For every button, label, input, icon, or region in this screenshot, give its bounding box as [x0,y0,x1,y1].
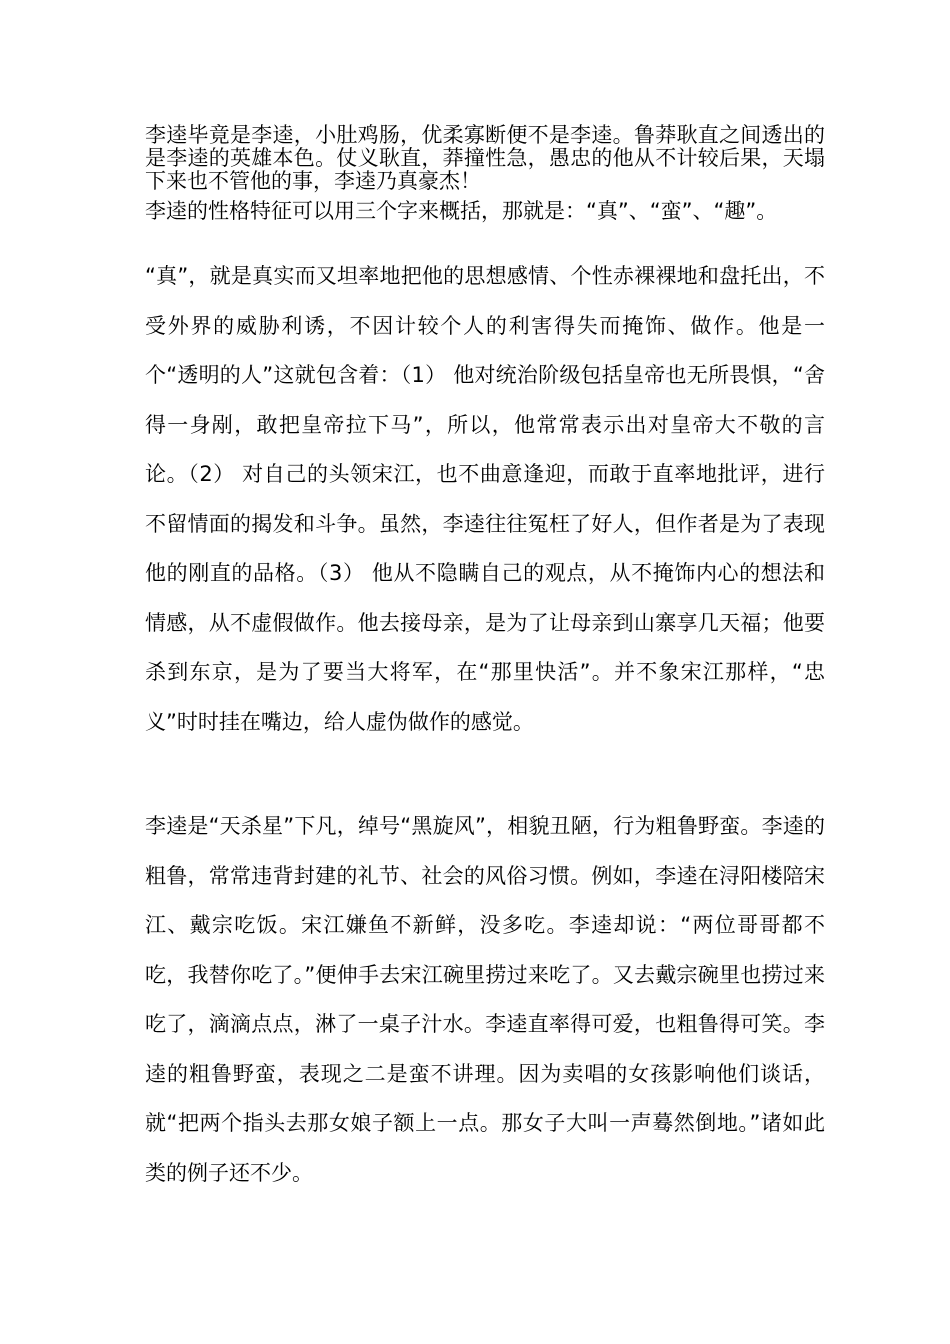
paragraph-man: 李逵是“天杀星”下凡，绰号“黑旋风”，相貌丑陋，行为粗鲁野蛮。李逵的粗鲁，常常违背封建的礼节、社会的风俗习惯。例如，李逵在浔阳楼陪宋江、戴宗吃饭。宋江嫌鱼不新鲜，没多吃。李逵却说：“两位哥哥都不吃，我替你吃了。”便伸手去宋江碗里捞过来吃了。又去戴宗碗里也捞过来吃了，滴滴点点，淋了一桌子汁水。李逵直率得可爱，也粗鲁得可笑。李逵的粗鲁野蛮，表现之二是蛮不讲理。因为卖唱的女孩影响他们谈话，就“把两个指头去那女娘子额上一点。那女子大叫一声蓦然倒地。”诸如此类的例子还不少。 [145,814,825,1185]
paragraph-intro: 李逵毕竟是李逵，小肚鸡肠，优柔寡断便不是李逵。鲁莽耿直之间透出的是李逵的英雄本色。仗义耿直，莽撞性急，愚忠的他从不计较后果，天塌下来也不管他的事，李逵乃真豪杰！ [145,123,825,193]
paragraph-summary: 李逵的性格特征可以用三个字来概括，那就是：“真”、“蛮”、“趣”。 [145,199,778,223]
paragraph-zhen: “真”，就是真实而又坦率地把他的思想感情、个性赤裸裸地和盘托出，不受外界的威胁利诱，不因计较个人的利害得失而掩饰、做作。他是一个“透明的人”这就包含着：（1） 他对统治阶级包括皇帝也无所畏惧，“舍得一身剐，敢把皇帝拉下马”，所以，他常常表示出对皇帝大不敬的言论。（2） 对自己的头领宋江，也不曲意逢迎，而敢于直率地批评，进行不留情面的揭发和斗争。虽然，李逵往往冤枉了好人，但作者是为了表现他的刚直的品格。（3） 他从不隐瞒自己的观点，从不掩饰内心的想法和情感，从不虚假做作。他去接母亲，是为了让母亲到山寨享几天福；他要杀到东京，是为了要当大将军，在“那里快活”。并不象宋江那样，“忠义”时时挂在嘴边，给人虚伪做作的感觉。 [145,264,825,734]
